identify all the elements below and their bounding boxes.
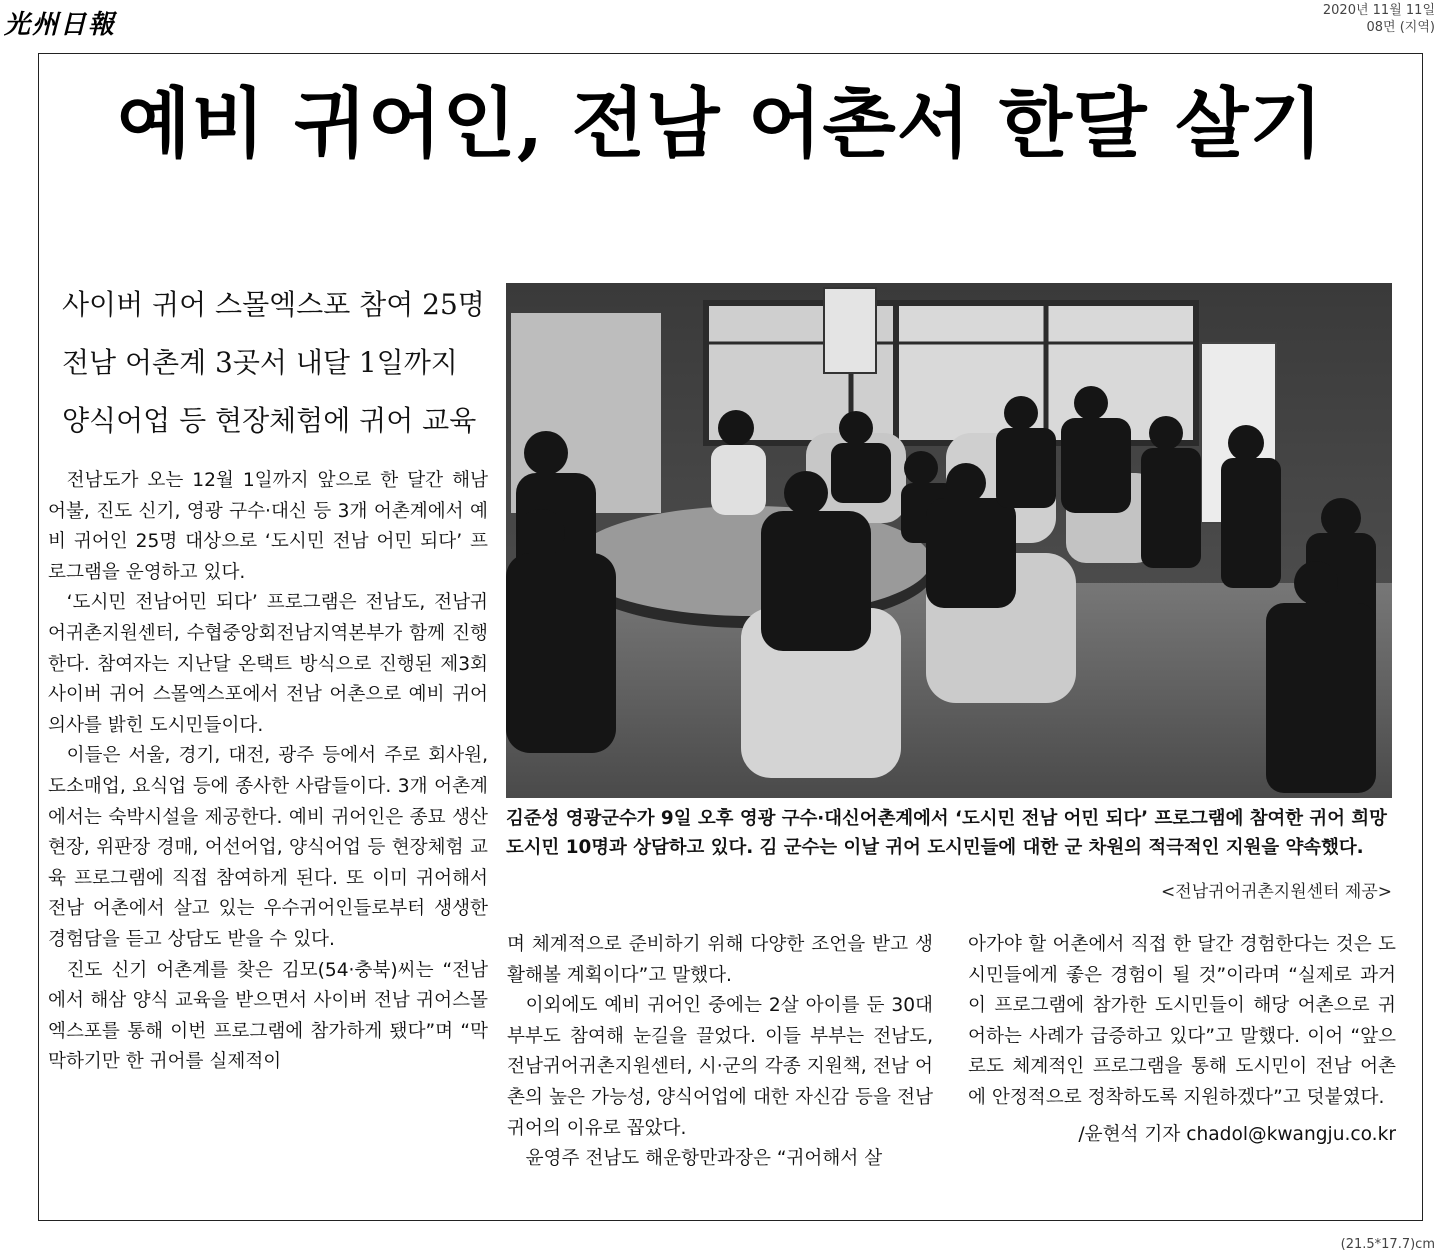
paragraph: 며 체계적으로 준비하기 위해 다양한 조언을 받고 생활해볼 계획이다”고 말했다. [507,934,933,986]
paragraph: 윤영주 전남도 해운항만과장은 “귀어해서 살 [525,1148,883,1170]
photo-credit: <전남귀어귀촌지원센터 제공> [1161,882,1392,902]
paragraph: 전남도가 오는 12월 1일까지 앞으로 한 달간 해남 어불, 진도 신기, 영광 구수·대신 등 3개 어촌계에서 예비 귀어인 25명 대상으로 ‘도시민 전남 어민 되다’ 프로그램을 운영하고 있다. [48,470,488,583]
publication-meta [1323,2,1435,36]
newspaper-masthead: 光州日報 [4,10,117,40]
paragraph: 이들은 서울, 경기, 대전, 광주 등에서 주로 회사원, 도소매업, 요식업 등에 종사한 사람들이다. 3개 어촌계에서는 숙박시설을 제공한다. 예비 귀어인은 종묘 생산 현장, 위판장 경매, 어선어업, 양식어업 등 현장체험 교육 프로그램에 직접 참여하게 된다. 또 이미 귀어해서 전남 어촌에서 살고 있는 우수귀어인들로부터 생생한 경험담을 듣고 상담도 받을 수 있다. [48,745,488,950]
subheadline-2: 전남 어촌계 3곳서 내달 1일까지 [62,346,458,379]
publication-date: 2020년 11월 11일 [1322,3,1435,18]
paragraph: 진도 신기 어촌계를 찾은 김모(54·충북)씨는 “전남에서 해삼 양식 교육을 받으면서 사이버 전남 귀어스몰엑스포를 통해 이번 프로그램에 참가하게 됐다”며 “막막하기만 한 귀어를 실제적이 [48,959,488,1073]
photo-caption: 김준성 영광군수가 9일 오후 영광 구수·대신어촌계에서 ‘도시민 전남 어민 되다’ 프로그램에 참여한 귀어 희망 도시민 10명과 상담하고 있다. 김 군수는 이날 귀어 도시민들에 대한 군 차원의 적극적인 지원을 약속했다. [506,808,1387,858]
article-column-2 [507,930,933,1175]
subheadlines [62,276,492,450]
paragraph: 아가야 할 어촌에서 직접 한 달간 경험한다는 것은 도시민들에게 좋은 경험이 될 것”이라며 “실제로 과거 이 프로그램에 참가한 도시민들이 해당 어촌으로 귀어하는 사례가 급증하고 있다”고 말했다. 이어 “앞으로도 체계적인 프로그램을 통해 도시민이 전남 어촌에 안정적으로 정착하도록 지원하겠다”고 덧붙였다. [968,934,1396,1108]
meeting-room-photo [506,283,1392,798]
article-column-3 [968,930,1396,1150]
page-section: 08면 (지역) [1366,20,1435,35]
paragraph: ‘도시민 전남어민 되다’ 프로그램은 전남도, 전남귀어귀촌지원센터, 수협중앙회전남지역본부가 함께 진행한다. 참여자는 지난달 온택트 방식으로 진행된 제3회 사이버 귀어 스몰엑스포에서 전남 어촌으로 예비 귀어 의사를 밝힌 도시민들이다. [48,592,488,736]
subheadline-3: 양식어업 등 현장체험에 귀어 교육 [62,404,477,437]
article-column-1 [48,466,488,1078]
subheadline-1: 사이버 귀어 스몰엑스포 참여 25명 [62,288,485,321]
paragraph: 이외에도 예비 귀어인 중에는 2살 아이를 둔 30대 부부도 참여해 눈길을 끌었다. 이들 부부는 전남도, 전남귀어귀촌지원센터, 시·군의 각종 지원책, 전남 어촌의 높은 가능성, 양식어업에 대한 자신감 등을 전남 귀어의 이유로 꼽았다. [507,995,933,1139]
reporter-byline: /윤현석 기자 chadol@kwangju.co.kr [1078,1123,1396,1145]
article-headline: 예비 귀어인, 전남 어촌서 한달 살기 [117,79,1324,168]
news-photo [506,283,1392,798]
clipping-size-note: (21.5*17.7)cm [1340,1237,1435,1252]
